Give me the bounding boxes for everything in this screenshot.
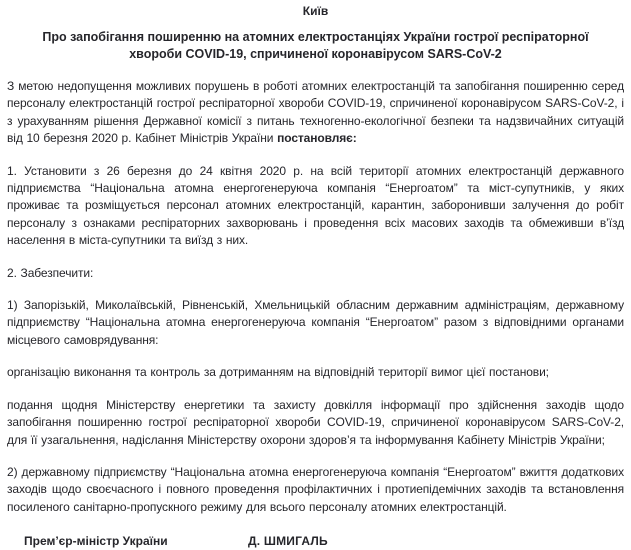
- paragraph-preamble-text: З метою недопущення можливих порушень в роботі атомних електростанцій та запобігання поширенню серед персоналу електростанцій гострої респіраторної хвороби COVID-19, спричиненої коронавірусом SARS-CoV-2, і з урахуванням рішення Державної комісії з питань техногенно-екологічної безпеки та надзвичайних ситуацій від 10 березня 2020 р. Кабінет Міністрів України: [7, 79, 624, 146]
- paragraph-measure-organization: організацію виконання та контроль за дотриманням на відповідній території вимог цієї постанови;: [7, 365, 549, 380]
- document-title: Про запобігання поширенню на атомних електростанціях України гострої респіраторної хвороби COVID-19, спричиненої коронавірусом SARS-CoV-2: [42, 30, 589, 61]
- paragraph-subitem-1-administrations: 1) Запорізькій, Миколаївській, Рівненській, Хмельницькій обласним державним адміністраціям, державному підприємству “Національна атомна енергогенеруюча компанія “Енергоатом” разом з відповідними органами місцевого самоврядування:: [7, 298, 624, 347]
- paragraph-subitem-2-energoatom-measures: 2) державному підприємству “Національна атомна енергогенеруюча компанія “Енергоатом” вжиття додаткових заходів щодо своєчасного і повного проведення профілактичних і протиепідемічних заходів та встановлення посиленого санітарно-пропускного режиму для всього персоналу атомних електростанцій.: [7, 464, 624, 514]
- paragraph-preamble: [7, 78, 624, 148]
- paragraph-item-2-heading: 2. Забезпечити:: [7, 265, 94, 280]
- signer-position: Прем’єр-міністр України: [24, 534, 168, 549]
- signer-name: Д. ШМИГАЛЬ: [248, 534, 328, 549]
- signature-block: [7, 533, 624, 550]
- document-place: Київ: [302, 4, 329, 18]
- paragraph-measure-daily-reporting: подання щодня Міністерству енергетики та захисту довкілля інформації про здійснення заходів щодо запобігання поширенню гострої респіраторної хвороби COVID-19, спричиненої коронавірусом SARS-CoV-2, для її узагальнення, надіслання Міністерству охорони здоров’я та інформування Кабінету Міністрів України;: [7, 397, 624, 447]
- decree-verb-bold: постановляє:: [277, 131, 357, 146]
- paragraph-item-1-quarantine: 1. Установити з 26 березня до 24 квітня 2020 р. на всій території атомних електростанцій державного підприємства “Національна атомна енергогенеруюча компанія “Енергоатом” та міст-супутників, у яких проживає та розміщується персонал атомних електростанцій, карантин, заборонивши залучення до робіт персоналу з ознаками респіраторних захворювань і проведення всіх масових заходів та обмеживши в’їзд населення в міста-супутники та виїзд з них.: [7, 163, 624, 248]
